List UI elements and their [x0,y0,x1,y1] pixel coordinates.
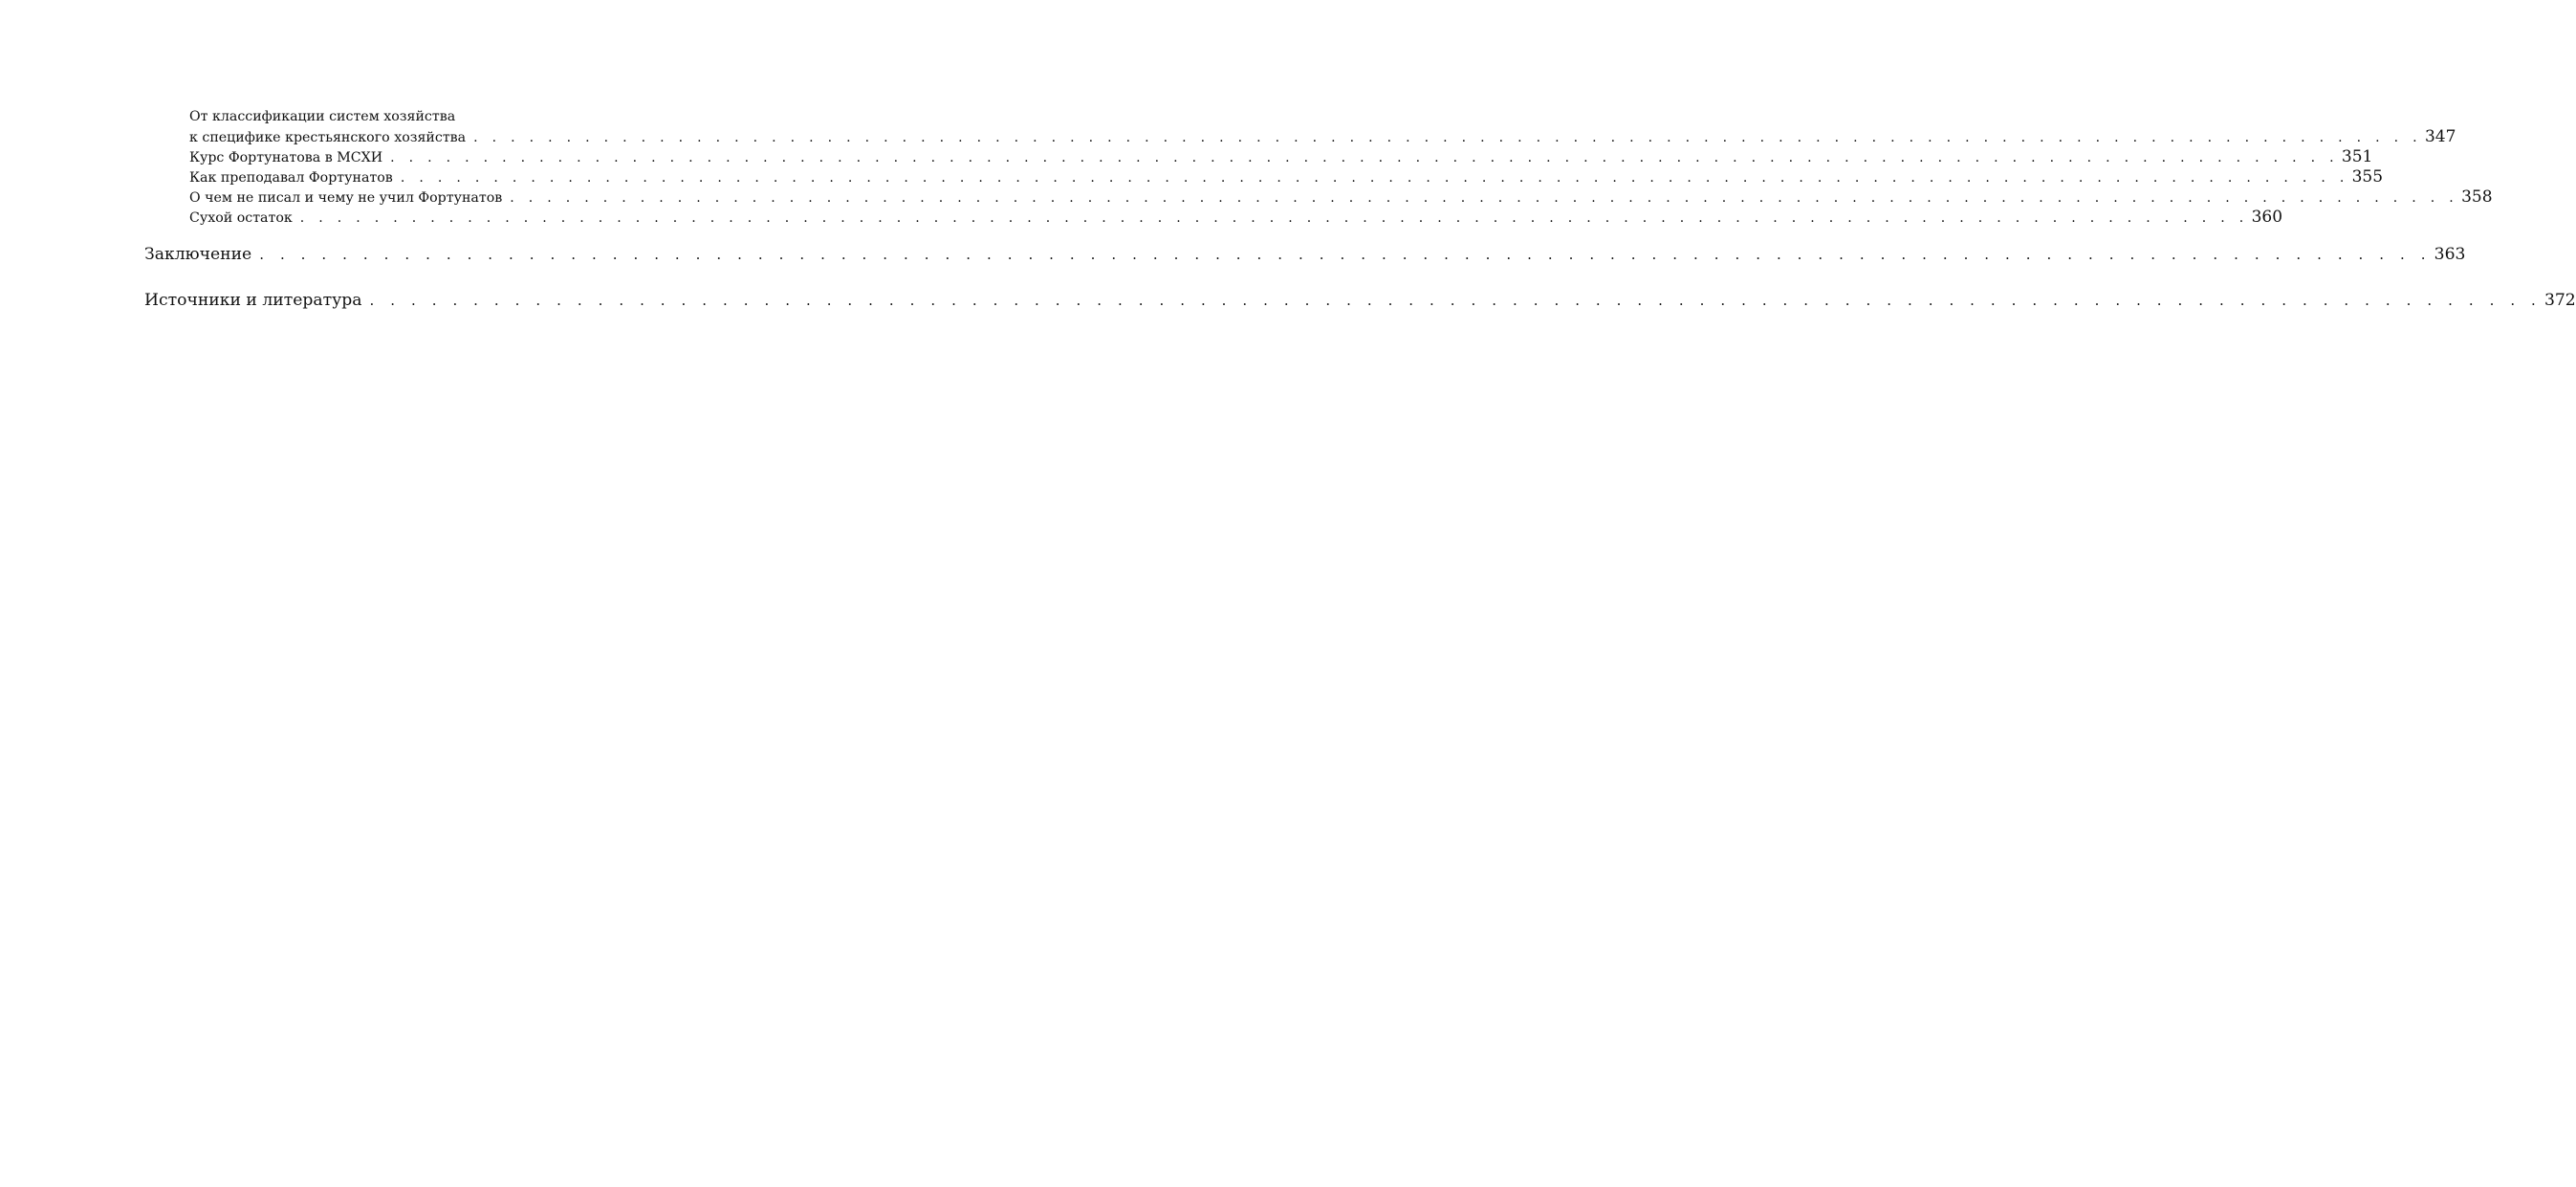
dot-leader: . . . . . . . . . . . . . . . . . . . . . . . . . . . . . . . . . . . . . . . . . . . . . . . . . . . . . . . . . . . . . . . . . . . . . . . . . . . . . . . . . . . . . . . . . . . . . . . . . . . . . . . . . [390,150,2339,165]
toc-entry-how-taught[interactable] [189,167,2384,187]
toc-entry-title: Источники и литература [144,291,362,310]
toc-entry-title: О чем не писал и чему не учил Фортунатов [189,190,503,206]
toc-entry-conclusion[interactable] [144,243,2466,266]
toc-entry-title: Как преподавал Фортунатов [189,170,393,186]
toc-page-number: 355 [2351,167,2384,187]
toc-entry-title: Курс Фортунатова в МСХИ [189,150,383,165]
toc-entry-title: к специфике крестьянского хозяйства [189,130,467,145]
toc-entry-title: От классификации систем хозяйства [189,109,456,124]
toc-page-number: 347 [2424,127,2456,146]
toc-page-number: 358 [2461,187,2493,207]
toc-entry-sources[interactable] [144,289,2576,312]
toc-entry-msxi-course[interactable] [189,147,2373,167]
toc-page-number: 360 [2251,208,2283,227]
toc-page-number: 363 [2434,245,2466,264]
toc-entry-title: Сухой остаток [189,210,293,226]
dot-leader: . . . . . . . . . . . . . . . . . . . . . . . . . . . . . . . . . . . . . . . . . . . . . . . . . . . . . . . . . . . . . . . . . . . . . . . . . . . . . . . . . . . . . . . . . . . . . . . . . . . . . . . . . [299,210,2249,226]
toc-entry-classification-line1 [189,107,700,127]
dot-leader: . . . . . . . . . . . . . . . . . . . . . . . . . . . . . . . . . . . . . . . . . . . . . . . . . . . . . . . . . . . . . . . . . . . . . . . . . . . . . . . . . . . . . . . . . . . . . . . . . . . . . . . . . [369,292,2542,309]
toc-entry-classification[interactable] [189,127,2456,147]
dot-leader: . . . . . . . . . . . . . . . . . . . . . . . . . . . . . . . . . . . . . . . . . . . . . . . . . . . . . . . . . . . . . . . . . . . . . . . . . . . . . . . . . . . . . . . . . . . . . . . . . . . . . . . . . [473,130,2422,145]
table-of-contents [144,107,2576,312]
dot-leader: . . . . . . . . . . . . . . . . . . . . . . . . . . . . . . . . . . . . . . . . . . . . . . . . . . . . . . . . . . . . . . . . . . . . . . . . . . . . . . . . . . . . . . . . . . . . . . . . . . . . . . . . . [400,170,2349,186]
toc-page-number: 351 [2341,147,2373,166]
dot-leader: . . . . . . . . . . . . . . . . . . . . . . . . . . . . . . . . . . . . . . . . . . . . . . . . . . . . . . . . . . . . . . . . . . . . . . . . . . . . . . . . . . . . . . . . . . . . . . . . . . . . . . . . . [259,246,2432,263]
toc-entry-not-written[interactable] [189,187,2493,208]
toc-page-number: 372 [2543,291,2576,310]
dot-leader: . . . . . . . . . . . . . . . . . . . . . . . . . . . . . . . . . . . . . . . . . . . . . . . . . . . . . . . . . . . . . . . . . . . . . . . . . . . . . . . . . . . . . . . . . . . . . . . . . . . . . . . . . [510,190,2459,206]
toc-entry-title: Заключение [144,245,252,264]
toc-entry-dry-residue[interactable] [189,208,2283,228]
